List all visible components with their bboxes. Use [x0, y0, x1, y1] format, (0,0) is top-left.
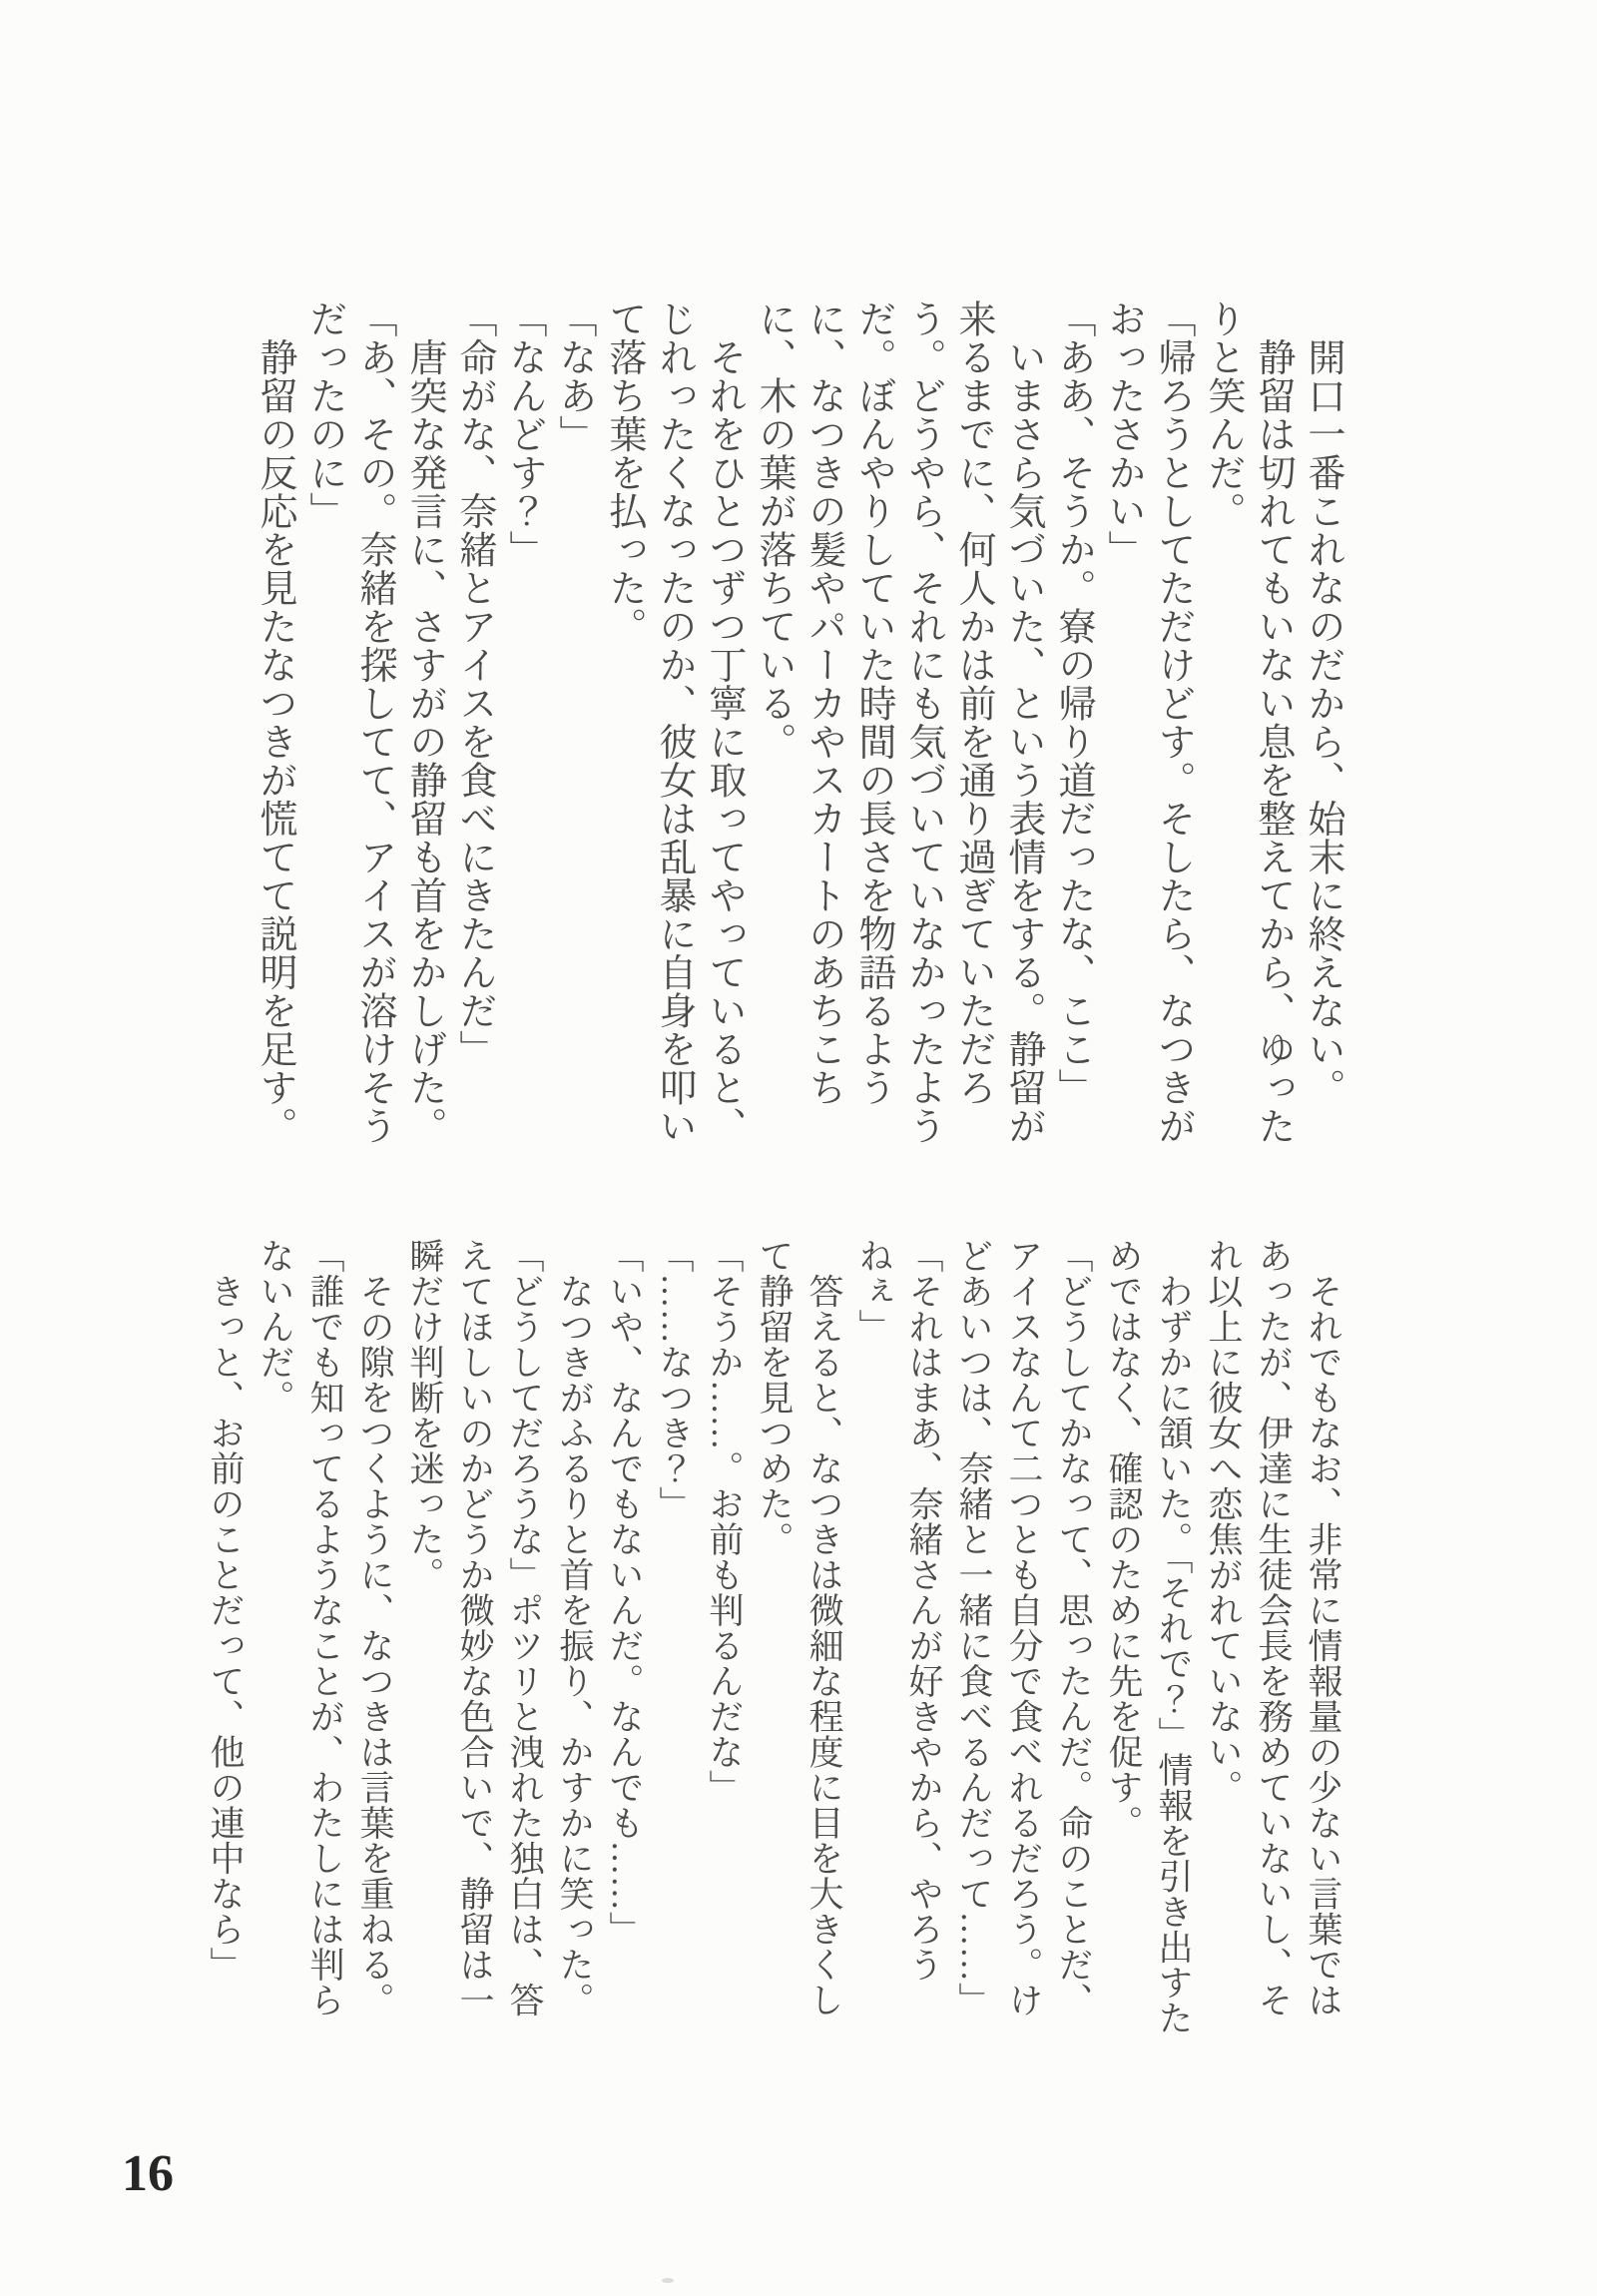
paragraph: 「命がな、奈緒とアイスを食べにきたんだ」 [453, 299, 495, 1068]
paragraph: その隙をつくように、なつきは言葉を重ねる。 [355, 1238, 394, 2017]
paragraph: 「それはまあ、奈緒さんが好きやから、やろうねぇ」 [854, 1238, 943, 1983]
text-block-bottom [200, 1238, 1347, 2050]
paragraph: わずかに頷いた。「それで？」情報を引き出すためではなく、確認のために先を促す。 [1104, 1238, 1193, 2035]
scan-artifact [662, 2278, 674, 2283]
paragraph: 「……なつき？」 [655, 1238, 694, 1521]
paragraph: それでもなお、非常に情報量の少ない言葉ではあったが、伊達に生徒会長を務めていないし、それ以上に彼女へ恋焦がれていない。 [1204, 1238, 1342, 2017]
paragraph: きっと、お前のことだって、他の連中なら」 [206, 1238, 245, 1983]
paragraph: 「帰ろうとしてただけどす。そしたら、なつきがおったさかい」 [1102, 299, 1194, 1145]
paragraph: いまさら気づいた、という表情をする。静留が来るまでに、何人かは前を通り過ぎていただろう。どうやら、それにも気づいていなかったようだ。ぼんやりしていた時間の長さを物語るように、なつきの髪やパーカやスカートのあちこちに、木の葉が落ちている。 [753, 299, 1044, 1145]
paragraph: 「なんどす？」 [503, 299, 545, 569]
paragraph: 「そうか……。お前も判るんだな」 [705, 1238, 744, 1805]
paragraph: 「あ、その。奈緒を探してて、アイスが溶けそうだったのに」 [303, 299, 395, 1145]
paragraph: 「なあ」 [553, 299, 595, 453]
paragraph: 静留は切れてもいない息を整えてから、ゆったりと笑んだ。 [1202, 299, 1294, 1145]
paragraph: 「いや、なんでもないんだ。なんでも……」 [605, 1238, 644, 1947]
text-block-top [250, 299, 1347, 1158]
paragraph: 唐突な発言に、さすがの静留も首をかしげた。 [403, 299, 445, 1145]
paragraph: 「ああ、そうか。寮の帰り道だったな、ここ」 [1052, 299, 1094, 1107]
paragraph: 答えると、なつきは微細な程度に目を大きくして静留を見つめた。 [755, 1238, 843, 2017]
paragraph: 「どうしてだろうな」ポツリと洩れた独白は、答えてほしいのかどうか微妙な色合いで、静留は一瞬だけ判断を迷った。 [405, 1238, 544, 2017]
paragraph: 「誰でも知ってるようなことが、わたしには判らないんだ。 [256, 1238, 344, 2017]
paragraph: 「どうしてかなって、思ったんだ。命のことだ、アイスなんて二つとも自分で食べれるだろう。けどあいつは、奈緒と一緒に食べるんだって……」 [954, 1238, 1093, 2017]
paragraph: 開口一番これなのだから、始末に終えない。 [1302, 299, 1343, 1107]
page-number: 16 [122, 2145, 174, 2202]
paragraph: なつきがふるりと首を振り、かすかに笑った。 [555, 1238, 594, 2017]
paragraph: それをひとつずつ丁寧に取ってやっていると、じれったくなったのか、彼女は乱暴に自身を叩いて落ち葉を払った。 [603, 299, 745, 1145]
paragraph: 静留の反応を見たなつきが慌てて説明を足す。 [254, 299, 295, 1145]
